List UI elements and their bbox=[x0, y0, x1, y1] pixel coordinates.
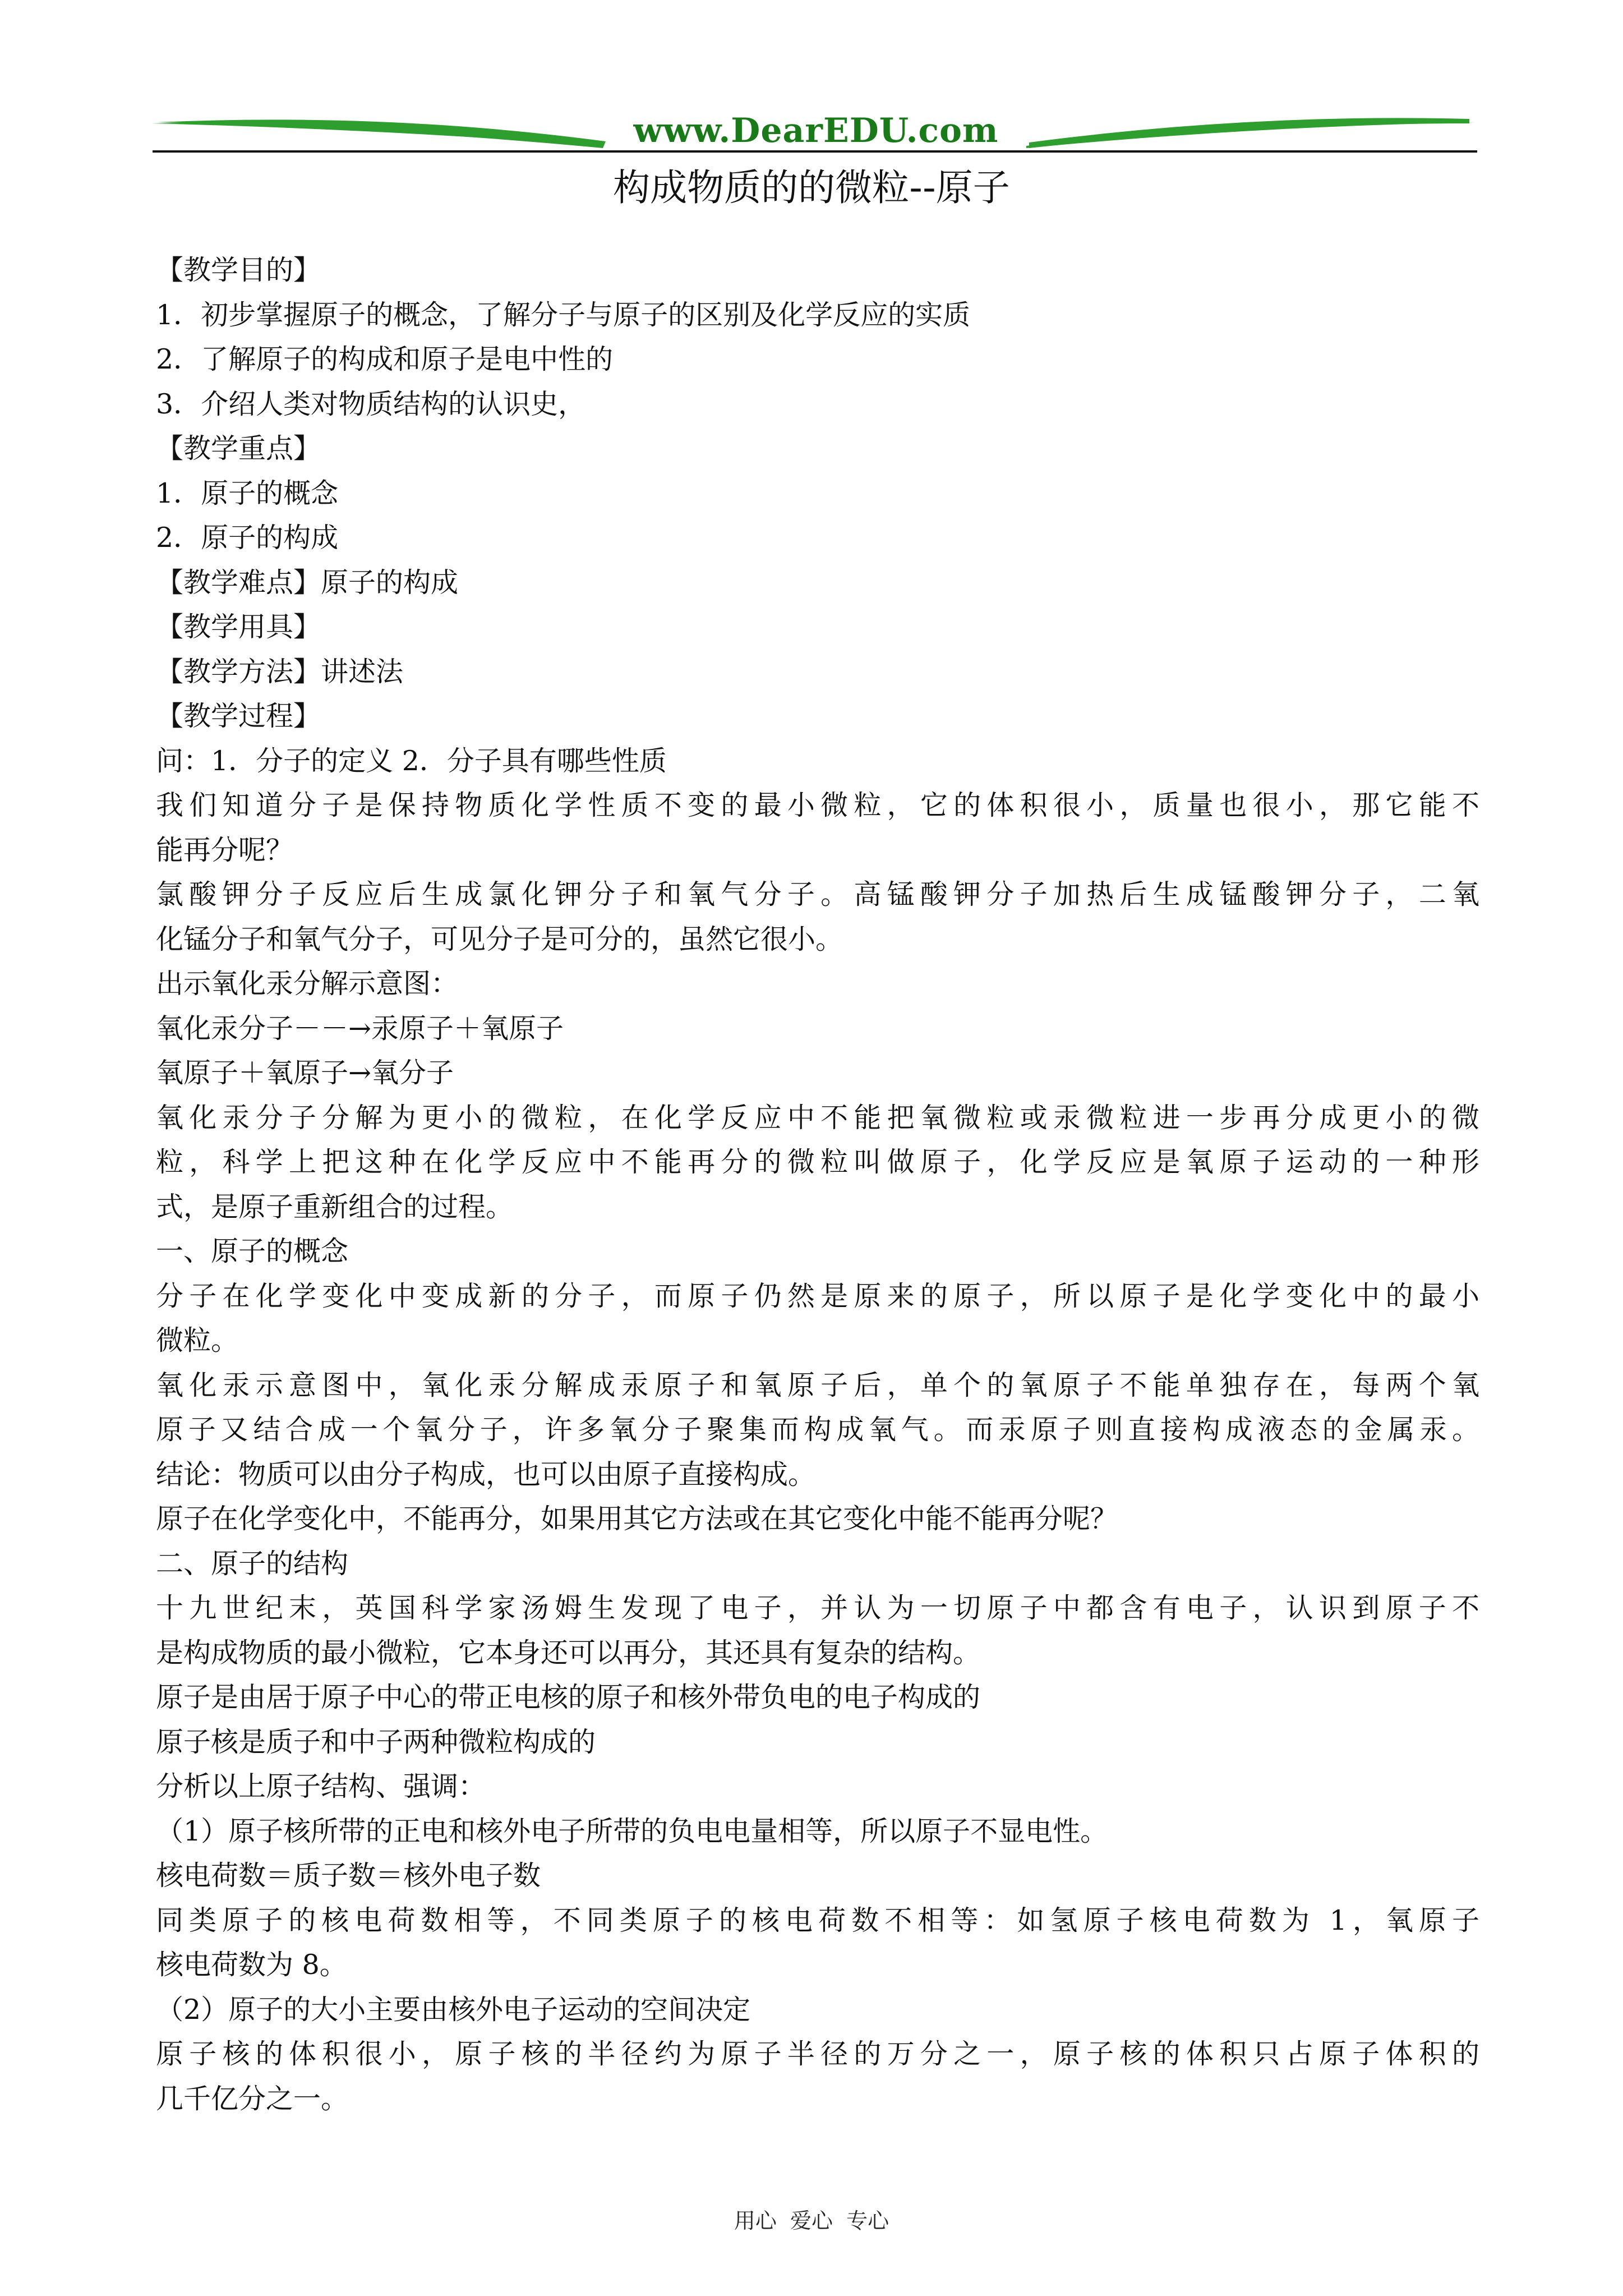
body-line: 是构成物质的最小微粒，它本身还可以再分，其还具有复杂的结构。 bbox=[156, 1636, 981, 1669]
body-line: 原子是由居于原子中心的带正电核的原子和核外带负电的电子构成的 bbox=[156, 1681, 981, 1713]
body-line: 【教学过程】 bbox=[156, 700, 321, 732]
body-line: 一、原子的概念 bbox=[156, 1235, 349, 1267]
body-line: 【教学用具】 bbox=[156, 611, 321, 643]
body-line: 1．初步掌握原子的概念，了解分子与原子的区别及化学反应的实质 bbox=[156, 298, 971, 331]
site-logo-text: www.DearEDU.com bbox=[633, 111, 999, 150]
body-line: 几千亿分之一。 bbox=[156, 2082, 349, 2115]
body-line: 结论：物质可以由分子构成，也可以由原子直接构成。 bbox=[156, 1458, 816, 1490]
body-line: （2）原子的大小主要由核外电子运动的空间决定 bbox=[156, 1993, 751, 2026]
body-line: 二、原子的结构 bbox=[156, 1547, 349, 1580]
body-line: 核电荷数为 8。 bbox=[156, 1949, 347, 1981]
body-line: 【教学重点】 bbox=[156, 432, 321, 464]
body-line: 2．了解原子的构成和原子是电中性的 bbox=[156, 343, 614, 375]
body-line: 原子核的体积很小，原子核的半径约为原子半径的万分之一，原子核的体积只占原子体积的 bbox=[156, 2038, 1479, 2070]
document-title: 构成物质的的微粒--原子 bbox=[613, 166, 1010, 209]
body-line: 【教学难点】原子的构成 bbox=[156, 566, 459, 599]
body-line: 3．介绍人类对物质结构的认识史， bbox=[156, 388, 586, 420]
body-line: 化锰分子和氧气分子，可见分子是可分的，虽然它很小。 bbox=[156, 923, 843, 955]
body-line: 原子又结合成一个氧分子，许多氧分子聚集而构成氧气。而汞原子则直接构成液态的金属汞。 bbox=[156, 1414, 1479, 1446]
body-line: 式，是原子重新组合的过程。 bbox=[156, 1190, 514, 1223]
body-line: （1）原子核所带的正电和核外电子所带的负电电量相等，所以原子不显电性。 bbox=[156, 1815, 1108, 1847]
body-line: 十九世纪末，英国科学家汤姆生发现了电子，并认为一切原子中都含有电子，认识到原子不 bbox=[156, 1592, 1479, 1624]
body-line: 分子在化学变化中变成新的分子，而原子仍然是原来的原子，所以原子是化学变化中的最小 bbox=[156, 1280, 1479, 1312]
site-header-banner bbox=[151, 107, 1475, 168]
body-line: 氧化汞示意图中，氧化汞分解成汞原子和氧原子后，单个的氧原子不能单独存在，每两个氧 bbox=[156, 1369, 1479, 1401]
body-line: 出示氧化汞分解示意图： bbox=[156, 968, 459, 1000]
body-line: 氧化汞分子分解为更小的微粒，在化学反应中不能把氧微粒或汞微粒进一步再分成更小的微 bbox=[156, 1101, 1479, 1134]
body-line: 【教学目的】 bbox=[156, 254, 321, 286]
page-footer: 用心 爱心 专心 bbox=[734, 2208, 889, 2233]
header-divider bbox=[153, 150, 1477, 153]
body-line: 粒，科学上把这种在化学反应中不能再分的微粒叫做原子，化学反应是氧原子运动的一种形 bbox=[156, 1146, 1479, 1178]
body-line: 1．原子的概念 bbox=[156, 477, 339, 509]
body-line: 能再分呢？ bbox=[156, 834, 294, 866]
body-line: 我们知道分子是保持物质化学性质不变的最小微粒，它的体积很小，质量也很小，那它能不 bbox=[156, 789, 1479, 821]
body-line: 氧化汞分子－－→汞原子＋氧原子 bbox=[156, 1012, 564, 1045]
body-line: 原子在化学变化中，不能再分，如果用其它方法或在其它变化中能不能再分呢？ bbox=[156, 1503, 1118, 1535]
body-line: 分析以上原子结构、强调： bbox=[156, 1770, 486, 1802]
document-body bbox=[156, 248, 1479, 2121]
body-line: 氯酸钾分子反应后生成氯化钾分子和氧气分子。高锰酸钾分子加热后生成锰酸钾分子，二氧 bbox=[156, 878, 1479, 910]
body-line: 问：1．分子的定义 2．分子具有哪些性质 bbox=[156, 744, 667, 777]
body-line: 原子核是质子和中子两种微粒构成的 bbox=[156, 1726, 596, 1758]
body-line: 同类原子的核电荷数相等，不同类原子的核电荷数不相等：如氢原子核电荷数为 1，氧原子 bbox=[156, 1904, 1479, 1936]
body-line: 微粒。 bbox=[156, 1324, 239, 1356]
body-line: 氧原子＋氧原子→氧分子 bbox=[156, 1057, 454, 1089]
body-line: 【教学方法】讲述法 bbox=[156, 655, 404, 688]
body-line: 核电荷数＝质子数＝核外电子数 bbox=[156, 1860, 541, 1892]
body-line: 2．原子的构成 bbox=[156, 522, 339, 554]
